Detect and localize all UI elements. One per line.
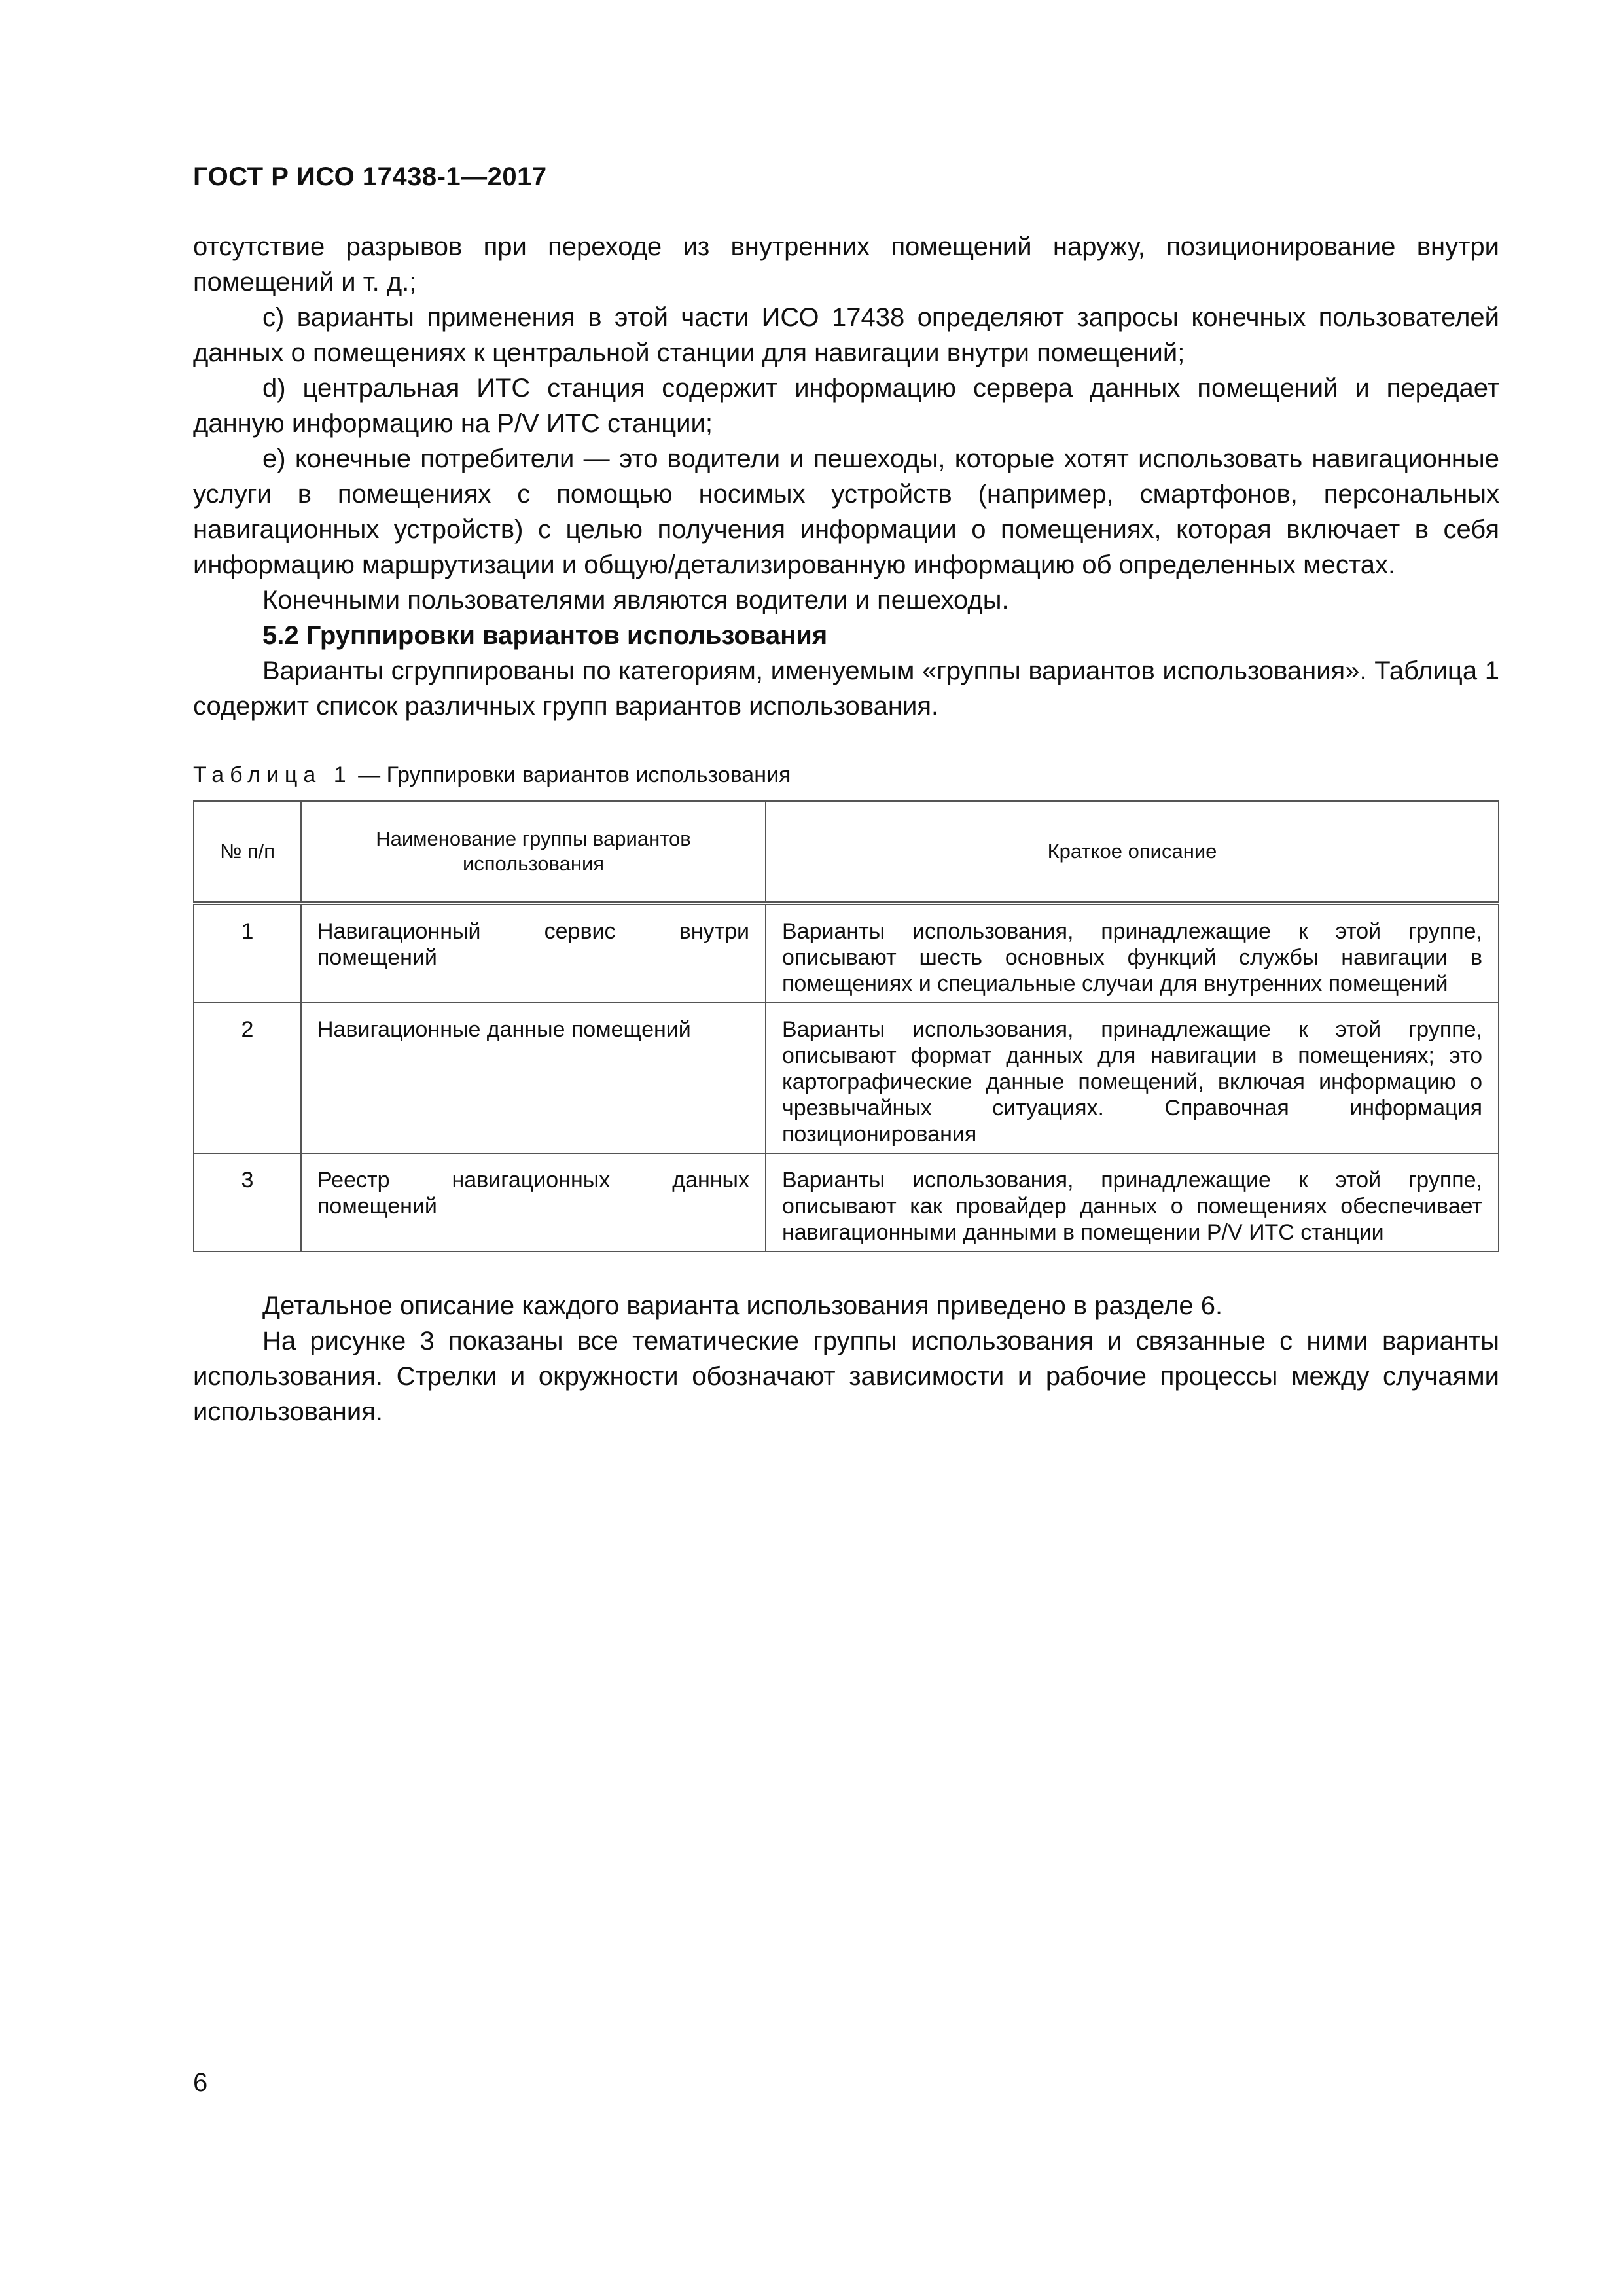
table-row (194, 903, 1499, 1003)
table-row (194, 1153, 1499, 1251)
cell-num: 1 (194, 903, 301, 1003)
paragraph-figure-ref: На рисунке 3 показаны все тематические группы использования и связанные с ними варианты использования. Стрелки и окружности обозначают зависимости и рабочие процессы между случаями использования. (193, 1327, 1499, 1426)
table-caption-label: Таблица 1 (193, 762, 352, 787)
cell-name: Навигационный сервис внутри помещений (301, 903, 766, 1003)
cell-name: Навигационные данные помещений (301, 1003, 766, 1153)
cell-desc: Варианты использования, принадлежащие к этой группе, описывают шесть основных функций службы навигации в помещениях и специальные случаи для внутренних помещений (766, 903, 1499, 1003)
table-caption (193, 761, 791, 789)
cell-desc: Варианты использования, принадлежащие к этой группе, описывают как провайдер данных о помещениях обеспечивает навигационными данными в помещении P/V ИТС станции (766, 1153, 1499, 1251)
cell-name: Реестр навигационных данных помещений (301, 1153, 766, 1251)
paragraph-item-c: с) варианты применения в этой части ИСО 17438 определяют запросы конечных пользователей данных о помещениях к центральной станции для навигации внутри помещений; (193, 303, 1499, 367)
table-header-row (194, 801, 1499, 903)
body-text-bottom (193, 1288, 1499, 1429)
cell-num: 2 (194, 1003, 301, 1153)
paragraph-detail-ref: Детальное описание каждого варианта использования приведено в разделе 6. (262, 1291, 1223, 1320)
header-num: № п/п (194, 801, 301, 903)
paragraph-item-e: е) конечные потребители — это водители и пешеходы, которые хотят использовать навигационные услуги в помещениях с помощью носимых устройств (например, смартфонов, персональных навигационных устройств) с целью получения информации о помещениях, которая включает в себя информацию маршрутизации и общую/детализированную информацию об определенных местах. (193, 444, 1499, 579)
paragraph-end-users: Конечными пользователями являются водители и пешеходы. (262, 586, 1009, 615)
paragraph-item-d: d) центральная ИТС станция содержит информацию сервера данных помещений и передает данную информацию на P/V ИТС станции; (193, 374, 1499, 438)
header-name: Наименование группы вариантов использования (301, 801, 766, 903)
table-caption-text: — Группировки вариантов использования (351, 762, 791, 787)
use-case-groups-table (193, 800, 1499, 1252)
table-row (194, 1003, 1499, 1153)
paragraph-groups-intro: Варианты сгруппированы по категориям, именуемым «группы вариантов использования». Таблица 1 содержит список различных групп вариантов использования. (193, 656, 1499, 721)
page-number: 6 (193, 2068, 208, 2097)
document-header: ГОСТ Р ИСО 17438-1—2017 (193, 162, 547, 191)
header-desc: Краткое описание (766, 801, 1499, 903)
paragraph-continuation: отсутствие разрывов при переходе из внутренних помещений наружу, позиционирование внутри помещений и т. д.; (193, 232, 1499, 296)
cell-desc: Варианты использования, принадлежащие к этой группе, описывают формат данных для навигации в помещениях; это картографические данные помещений, включая информацию о чрезвычайных ситуациях. Справочная информация позиционирования (766, 1003, 1499, 1153)
cell-num: 3 (194, 1153, 301, 1251)
body-text-top (193, 229, 1499, 724)
section-heading: 5.2 Группировки вариантов использования (262, 621, 828, 650)
